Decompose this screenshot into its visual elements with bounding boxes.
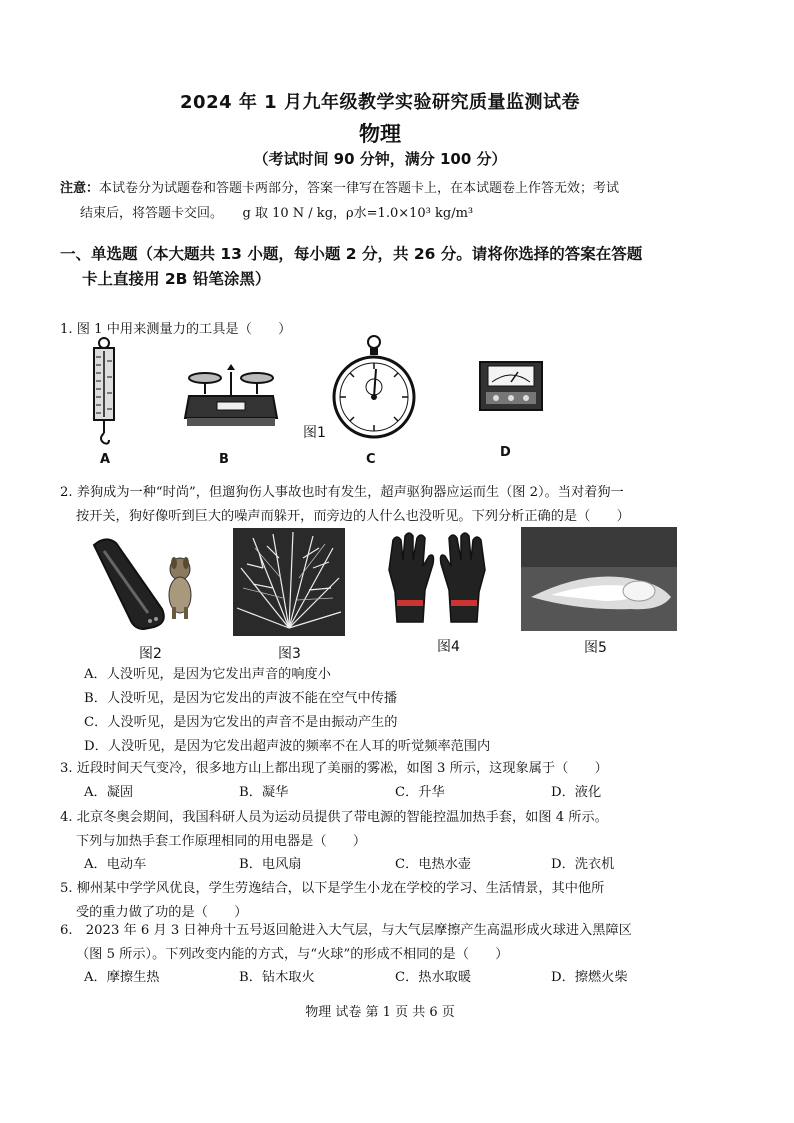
question-5-line1: 5. 柳州某中学学风优良，学生劳逸结合，以下是学生小龙在学校的学习、生活情景，其中他所 — [60, 881, 605, 896]
question-6-line1: 6. 2023 年 6 月 3 日神舟十五号返回舱进入大气层，与大气层摩擦产生高温形成火球进入黑障区 — [60, 923, 632, 938]
question-4-option-d: D．洗衣机 — [551, 857, 615, 872]
notice-label: 注意： — [60, 181, 100, 196]
spring-scale-image — [88, 337, 128, 445]
question-1-stem: 1. 图 1 中用来测量力的工具是（ ） — [60, 322, 292, 337]
question-2-option-a: A．人没听见，是因为它发出声音的响度小 — [84, 667, 331, 682]
question-4-line2: 下列与加热手套工作原理相同的用电器是（ ） — [76, 834, 367, 849]
question-3-option-a: A．凝固 — [84, 785, 134, 800]
page-footer: 物理 试卷 第 1 页 共 6 页 — [305, 1005, 455, 1020]
question-4-option-b: B．电风扇 — [239, 857, 302, 872]
question-2-line2: 按开关，狗好像听到巨大的噪声而躲开，而旁边的人什么也没听见。下列分析正确的是（ ） — [76, 509, 630, 524]
question-2-option-d: D．人没听见，是因为它发出超声波的频率不在人耳的听觉频率范围内 — [84, 739, 491, 754]
question-3-option-c: C．升华 — [395, 785, 445, 800]
balance-image — [183, 362, 279, 432]
question-4-line1: 4. 北京冬奥会期间，我国科研人员为运动员提供了带电源的智能控温加热手套，如图 4 所示。 — [60, 810, 608, 825]
meter-box-image — [478, 360, 544, 412]
option-label-d: D — [500, 445, 511, 460]
question-4-stem — [60, 806, 708, 854]
ultrasonic-dog-repeller-image — [88, 533, 200, 633]
figure-5-caption: 图5 — [584, 640, 607, 656]
notice-line1: 本试卷分为试题卷和答题卡两部分，答案一律写在答题卡上，在本试题卷上作答无效；考试 — [99, 181, 620, 196]
reentry-capsule-image — [521, 527, 677, 631]
notice-block — [60, 176, 710, 226]
rime-frost-image — [233, 528, 345, 636]
figure-3-caption: 图3 — [278, 646, 301, 662]
question-3-option-b: B．凝华 — [239, 785, 289, 800]
question-6-option-b: B．钻木取火 — [239, 970, 315, 985]
question-5-line2: 受的重力做了功的是（ ） — [76, 905, 248, 920]
question-6-option-a: A．摩擦生热 — [84, 970, 160, 985]
subject-title: 物理 — [359, 122, 401, 146]
question-3-stem: 3. 近段时间天气变冷，很多地方山上都出现了美丽的雾凇，如图 3 所示，这现象属于（ ） — [60, 761, 608, 776]
figure-4-caption: 图4 — [437, 639, 460, 655]
option-label-a: A — [100, 452, 111, 467]
section-heading — [60, 242, 710, 292]
question-2-option-c: C．人没听见，是因为它发出的声音不是由振动产生的 — [84, 715, 398, 730]
question-4-option-a: A．电动车 — [84, 857, 147, 872]
exam-info: （考试时间 90 分钟，满分 100 分） — [253, 150, 507, 168]
question-5-stem — [60, 877, 708, 925]
question-6-line2: （图 5 所示）。下列改变内能的方式，与“火球”的形成不相同的是（ ） — [76, 947, 509, 962]
question-6-stem — [60, 919, 708, 967]
question-2-stem — [60, 481, 708, 529]
question-6-option-c: C．热水取暖 — [395, 970, 472, 985]
heated-gloves-image — [383, 530, 491, 626]
question-4-option-c: C．电热水壶 — [395, 857, 472, 872]
question-2-options — [84, 663, 704, 759]
figure-1-caption: 图1 — [303, 425, 326, 441]
question-2-option-b: B．人没听见，是因为它发出的声波不能在空气中传播 — [84, 691, 398, 706]
question-6-option-d: D．擦燃火柴 — [551, 970, 628, 985]
section-heading-line1: 一、单选题（本大题共 13 小题，每小题 2 分，共 26 分。请将你选择的答案在答题 — [60, 245, 643, 263]
exam-title: 2024 年 1 月九年级教学实验研究质量监测试卷 — [180, 92, 580, 113]
option-label-b: B — [219, 452, 229, 467]
question-2-line1: 2. 养狗成为一种“时尚”，但遛狗伤人事故也时有发生，超声驱狗器应运而生（图 2）。当对着狗一 — [60, 485, 624, 500]
figure-2-caption: 图2 — [139, 646, 162, 662]
notice-line2: 结束后，将答题卡交回。 — [80, 206, 217, 221]
question-3-option-d: D．液化 — [551, 785, 602, 800]
option-label-c: C — [366, 452, 376, 467]
section-heading-line2: 卡上直接用 2B 铅笔涂黑） — [82, 270, 271, 288]
stopwatch-image — [332, 333, 416, 441]
notice-constants: g 取 10 N / kg，ρ水=1.0×10³ kg/m³ — [242, 206, 474, 221]
